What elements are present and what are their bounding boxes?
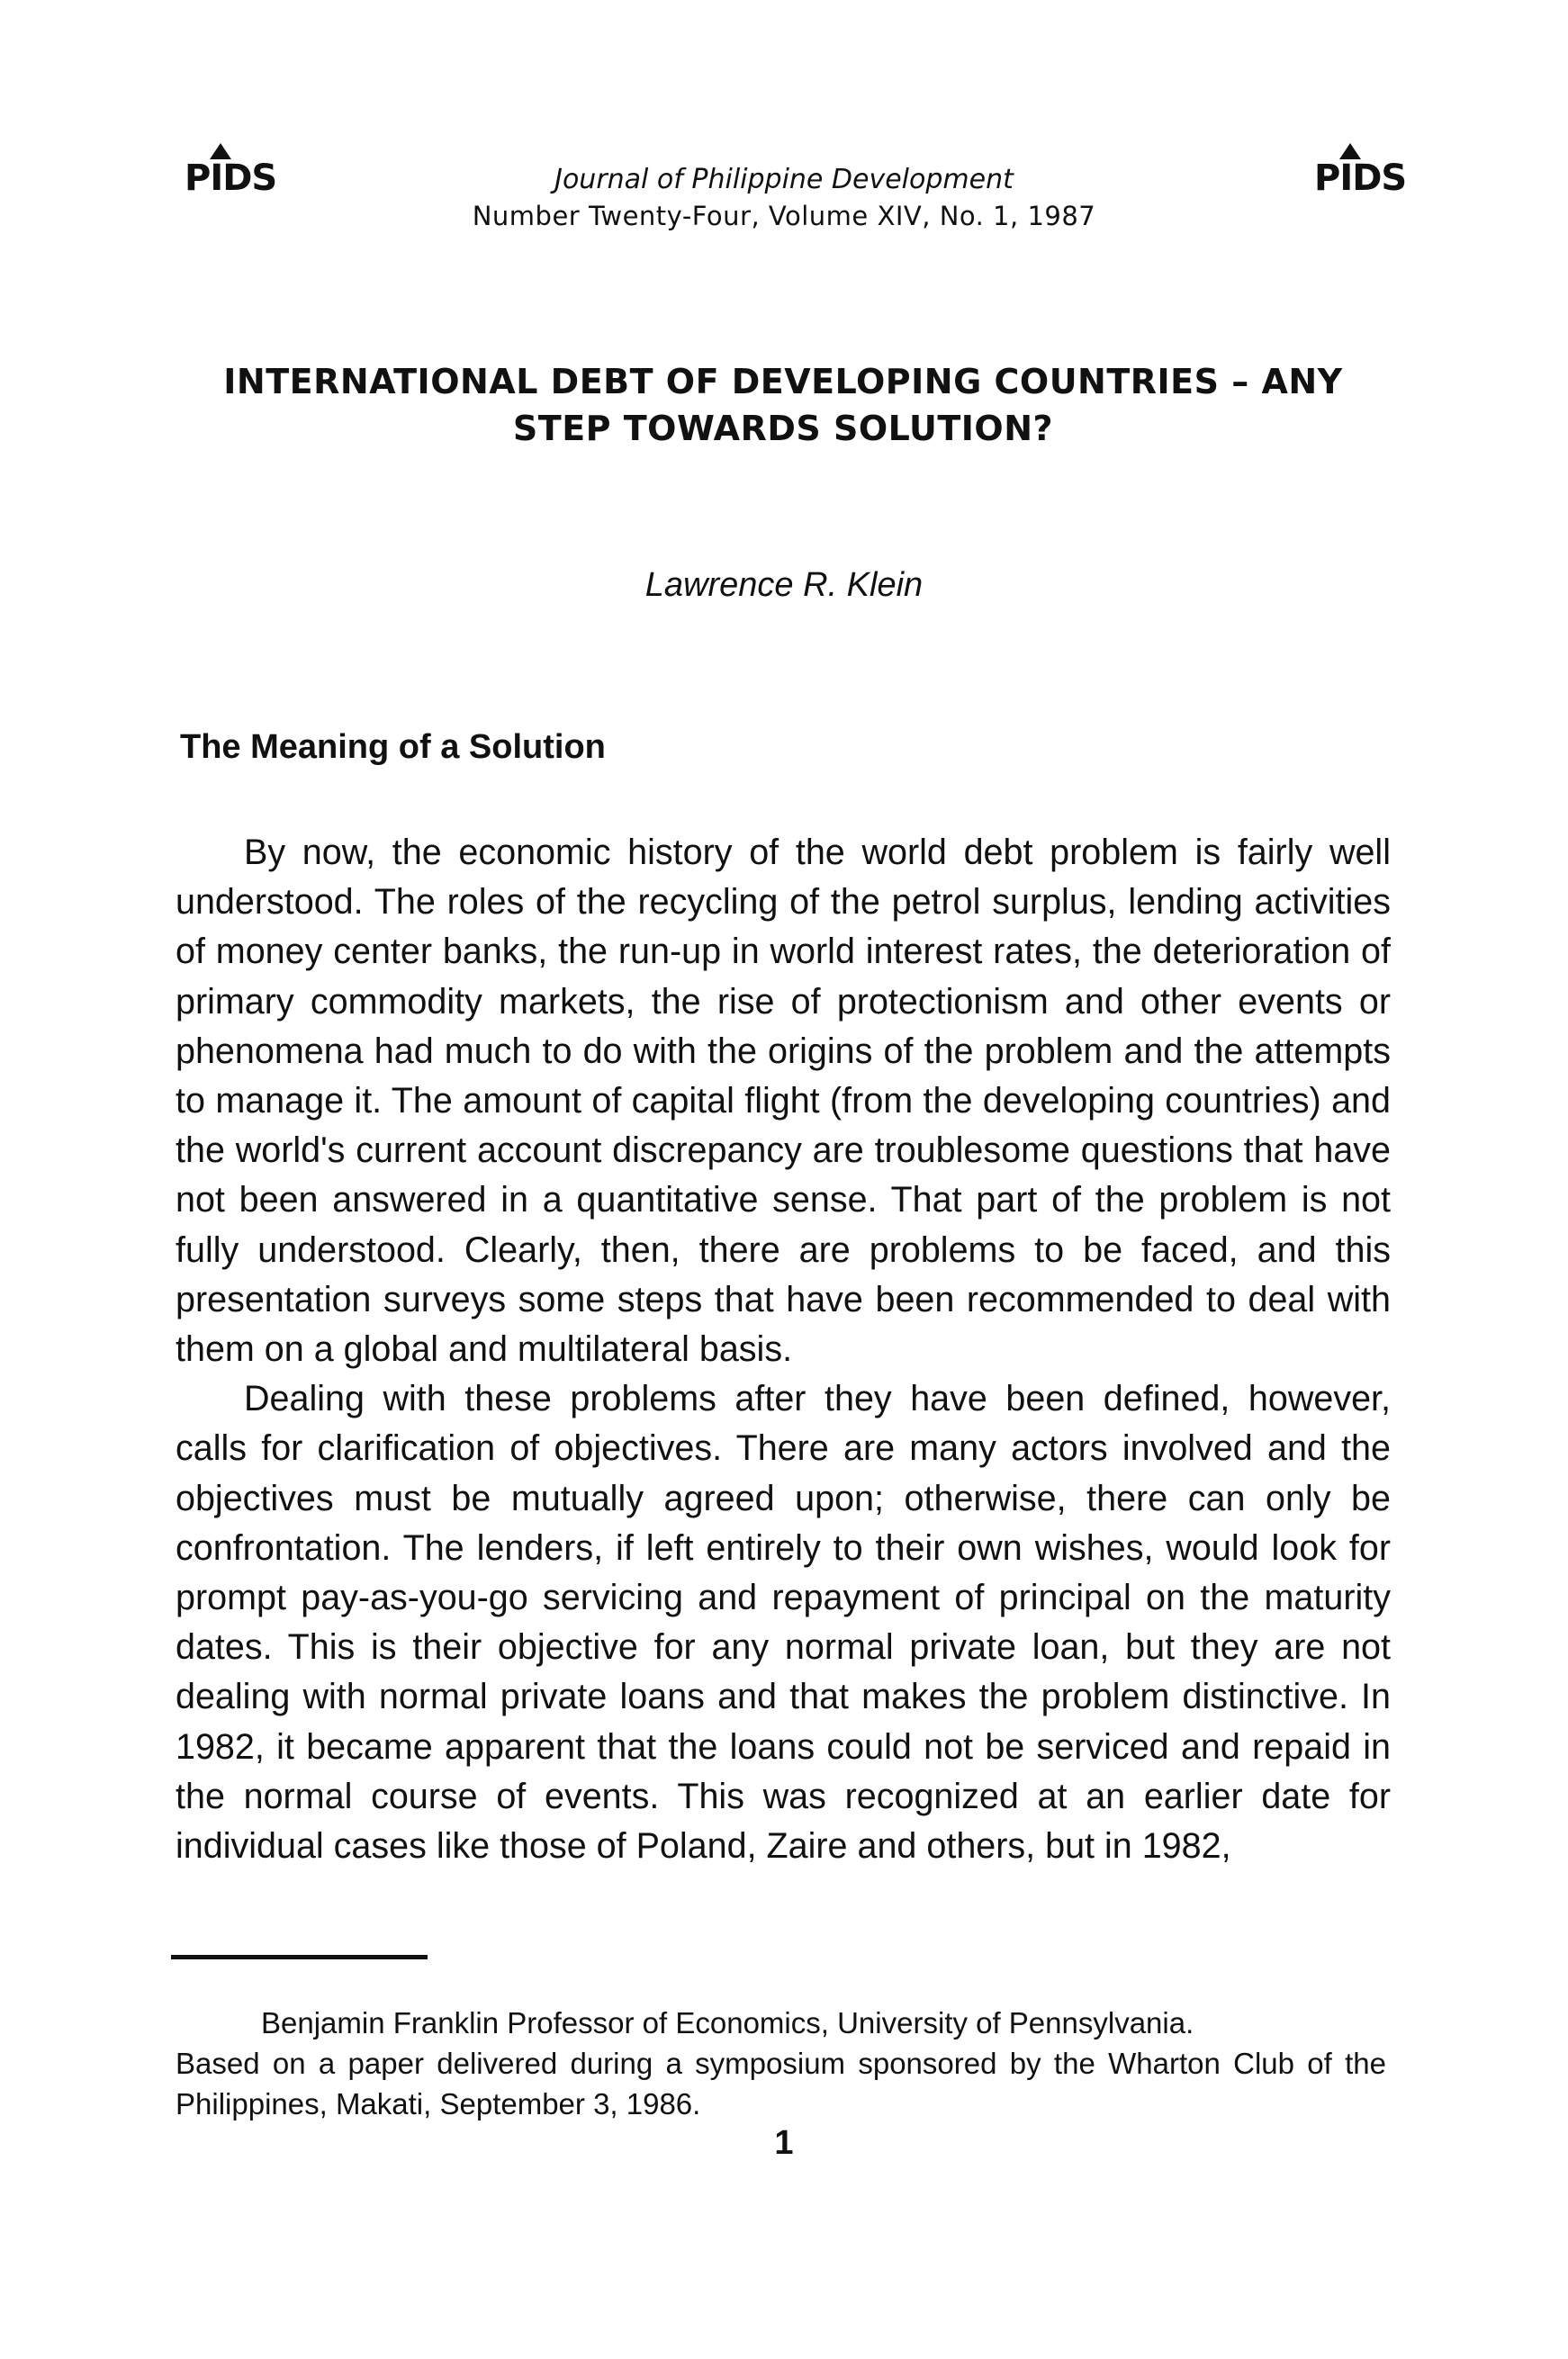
journal-header <box>0 162 1568 234</box>
journal-name: Journal of Philippine Development <box>554 164 1014 195</box>
footnote-source: Based on a paper delivered during a symposium sponsored by the Wharton Club of the Philippines, Makati, September 3, 1986. <box>176 2047 1386 2120</box>
footnote-affiliation: Benjamin Franklin Professor of Economics, University of Pennsylvania. <box>261 2006 1194 2039</box>
logo-text: PIDS <box>1314 158 1407 199</box>
logo-peak-icon <box>1339 143 1361 159</box>
paragraph: Dealing with these problems after they have been defined, however, calls for clarification of objectives. There are many actors involved and the objectives must be mutually agreed upon; otherwise, there can only be confrontation. The lenders, if left entirely to their own wishes, would look for prompt pay-as-you-go servicing and repayment of principal on the maturity dates. This is their objective for any normal private loan, but they are not dealing with normal private loans and that makes the problem distinctive. In 1982, it became apparent that the loans could not be serviced and repaid in the normal course of events. This was recognized at an earlier date for individual cases like those of Poland, Zaire and others, but in 1982, <box>176 1379 1391 1867</box>
title-line-1: INTERNATIONAL DEBT OF DEVELOPING COUNTRIES – ANY <box>223 362 1343 401</box>
journal-issue: Number Twenty-Four, Volume XIV, No. 1, 1987 <box>472 201 1096 231</box>
title-line-2: STEP TOWARDS SOLUTION? <box>512 409 1054 448</box>
footnote-rule <box>171 1955 428 1959</box>
article-body <box>176 828 1391 1871</box>
logo-peak-icon <box>210 143 231 159</box>
section-heading: The Meaning of a Solution <box>180 728 606 766</box>
paragraph: By now, the economic history of the world debt problem is fairly well understood. The roles of the recycling of the petrol surplus, lending activities of money center banks, the run-up in world interest rates, the deterioration of primary commodity markets, the rise of protectionism and other events or phenomena had much to do with the origins of the problem and the attempts to manage it. The amount of capital flight (from the developing countries) and the world's current account discrepancy are troublesome questions that have not been answered in a quantitative sense. That part of the problem is not fully understood. Clearly, then, there are problems to be faced, and this presentation surveys some steps that have been recommended to deal with them on a global and multilateral basis. <box>176 833 1391 1370</box>
author-name: Lawrence R. Klein <box>644 566 924 604</box>
logo-text: PIDS <box>185 158 277 199</box>
page-number: 1 <box>774 2124 794 2162</box>
footnote <box>176 2003 1386 2124</box>
article-title <box>180 358 1386 452</box>
